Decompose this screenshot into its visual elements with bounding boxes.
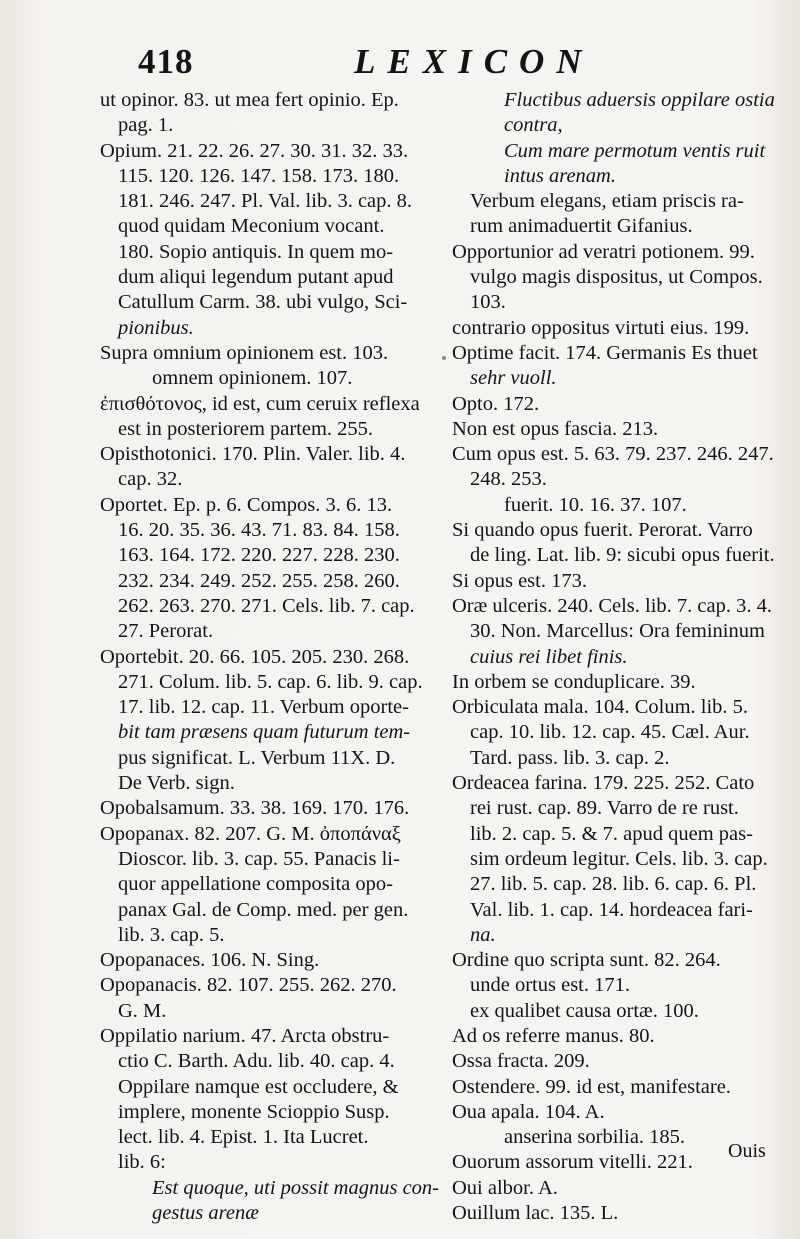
index-line: intus arenam.	[504, 164, 616, 187]
index-line: anserina sorbilia. 185.	[504, 1126, 686, 1149]
index-line: De Verb. sign.	[118, 772, 235, 795]
index-line: Verbum elegans, etiam priscis ra-	[470, 190, 744, 213]
page-header	[118, 42, 678, 88]
index-line: Optime facit. 174. Germanis Es thuet	[452, 341, 758, 364]
index-line: Est quoque, uti possit magnus con-	[152, 1176, 439, 1199]
index-line: Fluctibus aduersis oppilare ostia	[504, 89, 775, 111]
index-line: Cum mare permotum ventis ruit	[504, 139, 766, 162]
index-line: sim ordeum legitur. Cels. lib. 3. cap.	[470, 847, 768, 870]
index-line: sehr vuoll.	[470, 367, 557, 390]
index-line: Oportet. Ep. p. 6. Compos. 3. 6. 13.	[100, 493, 393, 516]
index-line: lib. 2. cap. 5. & 7. apud quem pas-	[470, 822, 753, 845]
index-line: est in posteriorem partem. 255.	[118, 417, 374, 440]
index-line: Val. lib. 1. cap. 14. hordeacea fari-	[470, 898, 753, 921]
left-column	[100, 88, 450, 1226]
index-line: pus significat. L. Verbum 11X. D.	[118, 746, 396, 769]
index-line: Opopanaces. 106. N. Sing.	[100, 949, 320, 972]
index-line: Opto. 172.	[452, 392, 540, 415]
index-line: Oræ ulceris. 240. Cels. lib. 7. cap. 3. 4.	[452, 594, 772, 617]
index-line: Ostendere. 99. id est, manifestare.	[452, 1075, 731, 1098]
index-line: pag. 1.	[118, 114, 174, 137]
index-line: Ad os referre manus. 80.	[452, 1024, 655, 1047]
index-line: 180. Sopio antiquis. In quem mo-	[118, 240, 394, 263]
index-line: Ordeacea farina. 179. 225. 252. Cato	[452, 772, 755, 795]
index-line: Oportebit. 20. 66. 105. 205. 230. 268.	[100, 645, 410, 668]
index-line: vulgo magis dispositus, ut Compos.	[470, 266, 763, 289]
running-title: LEXICON	[354, 42, 594, 81]
index-line: Si opus est. 173.	[452, 569, 587, 592]
index-line: Oui albor. A.	[452, 1176, 558, 1199]
index-line: ex qualibet causa ortæ. 100.	[470, 999, 699, 1022]
index-line: Opportunior ad veratri potionem. 99.	[452, 240, 755, 263]
index-line: Supra omnium opinionem est. 103.	[100, 341, 389, 364]
index-line: 181. 246. 247. Pl. Val. lib. 3. cap. 8.	[118, 190, 413, 213]
index-line: pionibus.	[118, 316, 194, 339]
page-number: 418	[138, 42, 194, 81]
index-line: Non est opus fascia. 213.	[452, 417, 659, 440]
index-line: lib. 3. cap. 5.	[118, 923, 225, 946]
index-line: Opopanacis. 82. 107. 255. 262. 270.	[100, 974, 397, 997]
index-line: unde ortus est. 171.	[470, 974, 630, 997]
right-column	[452, 88, 794, 1226]
index-line: contra,	[504, 114, 563, 137]
index-line: dum aliqui legendum putant apud	[118, 266, 394, 289]
index-line: Ossa fracta. 209.	[452, 1050, 590, 1073]
index-line: Opisthotonici. 170. Plin. Valer. lib. 4.	[100, 443, 406, 466]
index-line: cuius rei libet finis.	[470, 645, 628, 668]
index-line: Oua apala. 104. A.	[452, 1100, 605, 1123]
ink-spot	[442, 356, 446, 360]
index-line: rum animaduertit Gifanius.	[470, 215, 693, 238]
index-line: Ouillum lac. 135. L.	[452, 1202, 619, 1225]
index-line: contrario oppositus virtuti eius. 199.	[452, 316, 750, 339]
index-line: implere, monente Scioppio Susp.	[118, 1100, 390, 1123]
index-line: lect. lib. 4. Epist. 1. Ita Lucret.	[118, 1126, 369, 1149]
index-line: G. M.	[118, 999, 167, 1022]
index-line: 232. 234. 249. 252. 255. 258. 260.	[118, 569, 400, 592]
index-line: 271. Colum. lib. 5. cap. 6. lib. 9. cap.	[118, 670, 423, 693]
index-line: 115. 120. 126. 147. 158. 173. 180.	[118, 164, 400, 187]
index-line: Opopanax. 82. 207. G. M. ὀποπάναξ	[100, 822, 401, 845]
index-line: 16. 20. 35. 36. 43. 71. 83. 84. 158.	[118, 519, 400, 542]
index-line: quor appellatione composita opo-	[118, 873, 393, 896]
index-line: 17. lib. 12. cap. 11. Verbum oporte-	[118, 696, 409, 719]
index-line: Si quando opus fuerit. Perorat. Varro	[452, 519, 753, 542]
index-line: Ouorum assorum vitelli. 221.	[452, 1151, 693, 1174]
index-line: 248. 253.	[470, 468, 547, 491]
index-line: Cum opus est. 5. 63. 79. 237. 246. 247.	[452, 443, 774, 466]
index-line: fuerit. 10. 16. 37. 107.	[504, 493, 687, 516]
index-line: bit tam præsens quam futurum tem-	[118, 721, 411, 744]
index-line: Tard. pass. lib. 3. cap. 2.	[470, 746, 670, 769]
index-line: 163. 164. 172. 220. 227. 228. 230.	[118, 544, 400, 567]
index-line: cap. 32.	[118, 468, 183, 491]
index-line: Orbiculata mala. 104. Colum. lib. 5.	[452, 696, 749, 719]
index-line: de ling. Lat. lib. 9: sicubi opus fuerit.	[470, 544, 775, 567]
index-line: na.	[470, 923, 496, 946]
index-line: ctio C. Barth. Adu. lib. 40. cap. 4.	[118, 1050, 395, 1073]
index-line: ἐπισθότονος, id est, cum ceruix reflexa	[100, 392, 420, 415]
index-line: Oppilatio narium. 47. Arcta obstru-	[100, 1024, 390, 1047]
index-line: Opium. 21. 22. 26. 27. 30. 31. 32. 33.	[100, 139, 409, 162]
index-line: Catullum Carm. 38. ubi vulgo, Sci-	[118, 291, 408, 314]
index-line: 103.	[470, 291, 506, 314]
index-line: lib. 6:	[118, 1151, 166, 1174]
index-line: cap. 10. lib. 12. cap. 45. Cæl. Aur.	[470, 721, 750, 744]
index-line: omnem opinionem. 107.	[152, 367, 353, 390]
index-line: panax Gal. de Comp. med. per gen.	[118, 898, 409, 921]
index-line: 262. 263. 270. 271. Cels. lib. 7. cap.	[118, 594, 415, 617]
index-line: quod quidam Meconium vocant.	[118, 215, 385, 238]
catchword: Ouis	[728, 1140, 766, 1162]
index-line: 27. Perorat.	[118, 620, 214, 643]
index-line: Ordine quo scripta sunt. 82. 264.	[452, 949, 721, 972]
index-line: ut opinor. 83. ut mea fert opinio. Ep.	[100, 89, 399, 111]
index-line: Dioscor. lib. 3. cap. 55. Panacis li-	[118, 847, 400, 870]
index-line: Opobalsamum. 33. 38. 169. 170. 176.	[100, 797, 410, 820]
index-line: 27. lib. 5. cap. 28. lib. 6. cap. 6. Pl.	[470, 873, 757, 896]
index-line: Oppilare namque est occludere, &	[118, 1075, 399, 1098]
index-line: gestus arenæ	[152, 1202, 259, 1225]
index-line: 30. Non. Marcellus: Ora femininum	[470, 620, 765, 643]
index-line: In orbem se conduplicare. 39.	[452, 670, 696, 693]
index-line: rei rust. cap. 89. Varro de re rust.	[470, 797, 739, 820]
